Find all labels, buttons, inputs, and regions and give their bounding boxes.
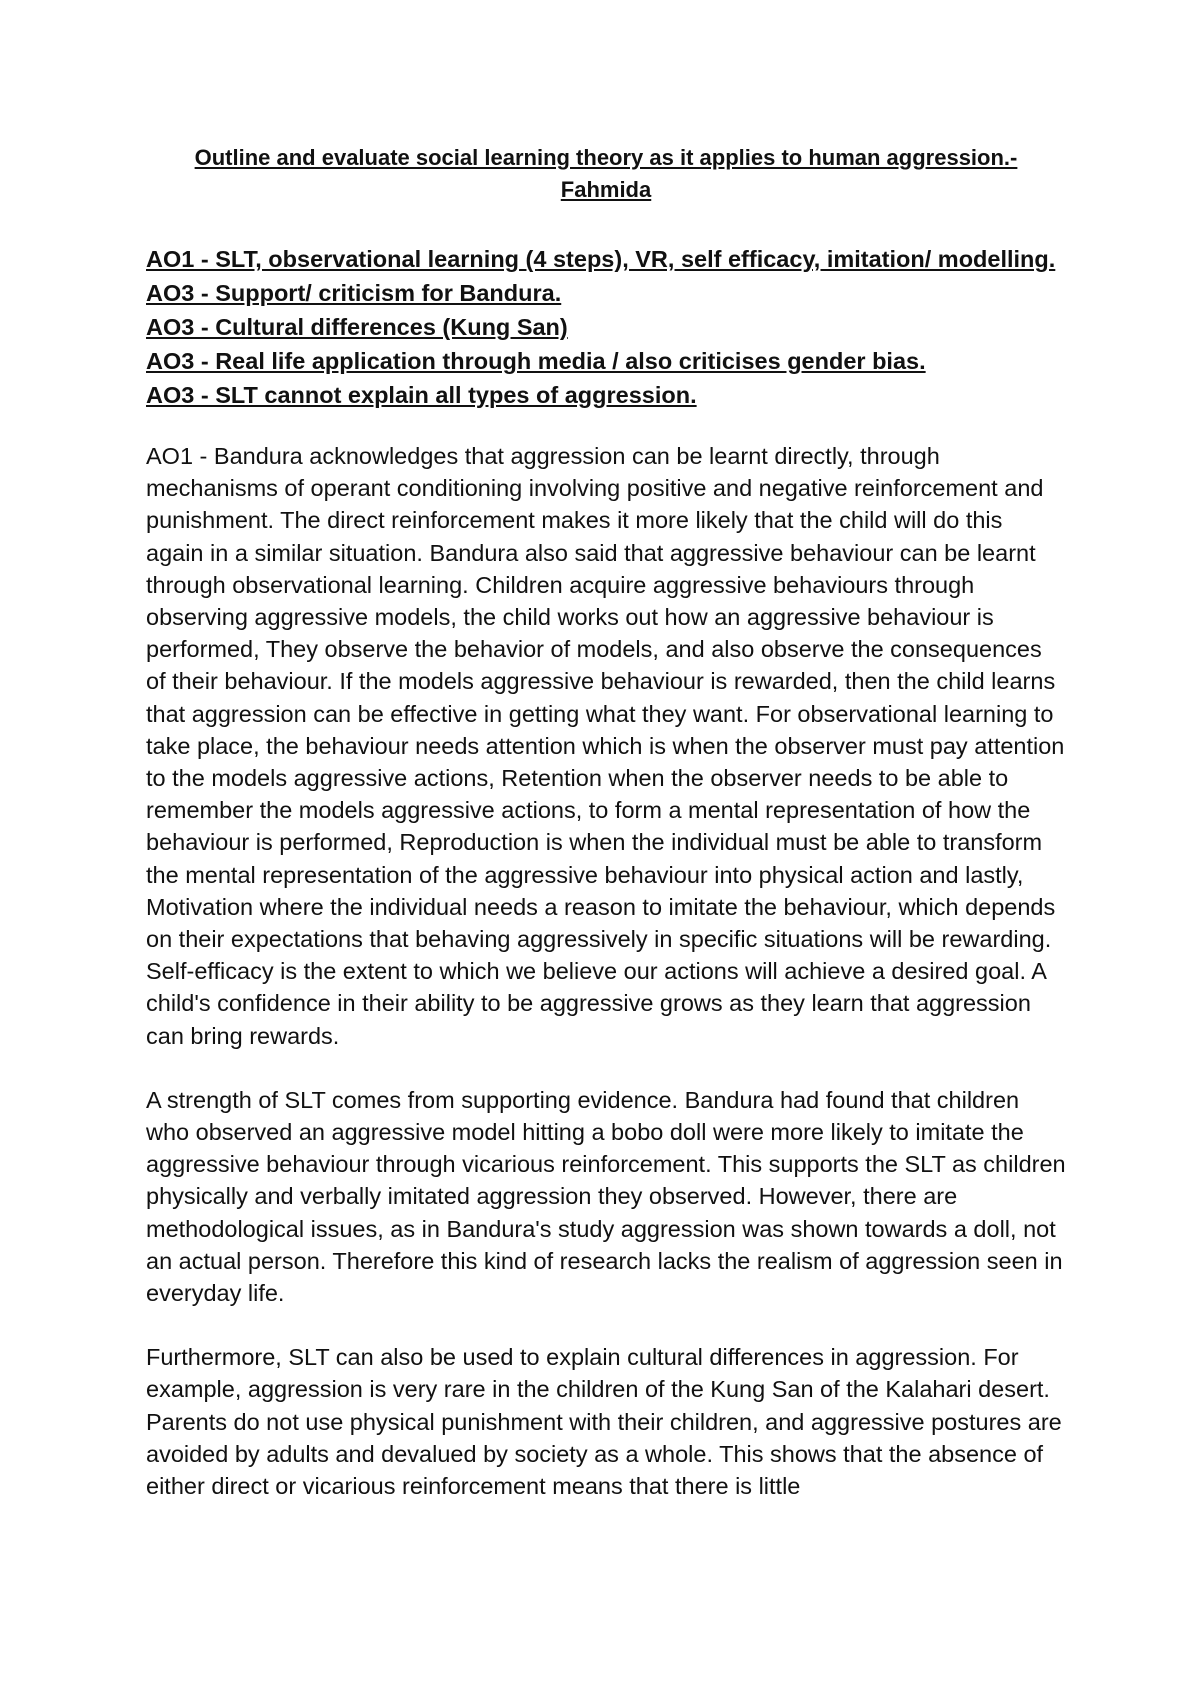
- document-page: [146, 142, 1066, 1502]
- paragraph-cultural-differences: Furthermore, SLT can also be used to explain cultural differences in aggression. For example, aggression is very rare in the children of the Kung San of the Kalahari desert. Parents do not use physical punishment with their children, and aggressive postures are avoided by adults and devalued by society as a whole. This shows that the absence of either direct or vicarious reinforcement means that there is little: [146, 1344, 1062, 1500]
- title-line-2: Fahmida: [560, 177, 652, 202]
- outline-item-ao3-media: AO3 - Real life application through media / also criticises gender bias.: [146, 348, 926, 374]
- outline-item-ao1: AO1 - SLT, observational learning (4 steps), VR, self efficacy, imitation/ modelling.: [146, 246, 1056, 272]
- paragraph-supporting-evidence: A strength of SLT comes from supporting evidence. Bandura had found that children who observed an aggressive model hitting a bobo doll were more likely to imitate the aggressive behaviour through vicarious reinforcement. This supports the SLT as children physically and verbally imitated aggression they observed. However, there are methodological issues, as in Bandura's study aggression was shown towards a doll, not an actual person. Therefore this kind of research lacks the realism of aggression seen in everyday life.: [146, 1086, 1066, 1307]
- title-line-1: Outline and evaluate social learning theory as it applies to human aggression.-: [194, 145, 1018, 170]
- outline-item-ao3-support: AO3 - Support/ criticism for Bandura.: [146, 280, 562, 306]
- outline-item-ao3-limits: AO3 - SLT cannot explain all types of aggression.: [146, 382, 697, 408]
- paragraph-ao1: AO1 - Bandura acknowledges that aggression can be learnt directly, through mechanisms of operant conditioning involving positive and negative reinforcement and punishment. The direct reinforcement makes it more likely that the child will do this again in a similar situation. Bandura also said that aggressive behaviour can be learnt through observational learning. Children acquire aggressive behaviours through observing aggressive models, the child works out how an aggressive behaviour is performed, They observe the behavior of models, and also observe the consequences of their behaviour. If the models aggressive behaviour is rewarded, then the child learns that aggression can be effective in getting what they want. For observational learning to take place, the behaviour needs attention which is when the observer must pay attention to the models aggressive actions, Retention when the observer needs to be able to remember the models aggressive actions, to form a mental representation of how the behaviour is performed, Reproduction is when the individual must be able to transform the mental representation of the aggressive behaviour into physical action and lastly, Motivation where the individual needs a reason to imitate the behaviour, which depends on their expectations that behaving aggressively in specific situations will be rewarding. Self-efficacy is the extent to which we believe our actions will achieve a desired goal. A child's confidence in their ability to be aggressive grows as they learn that aggression can bring rewards.: [146, 443, 1065, 1049]
- essay-outline: [146, 242, 1066, 412]
- outline-item-ao3-cultural: AO3 - Cultural differences (Kung San): [146, 314, 568, 340]
- document-title: [146, 142, 1066, 206]
